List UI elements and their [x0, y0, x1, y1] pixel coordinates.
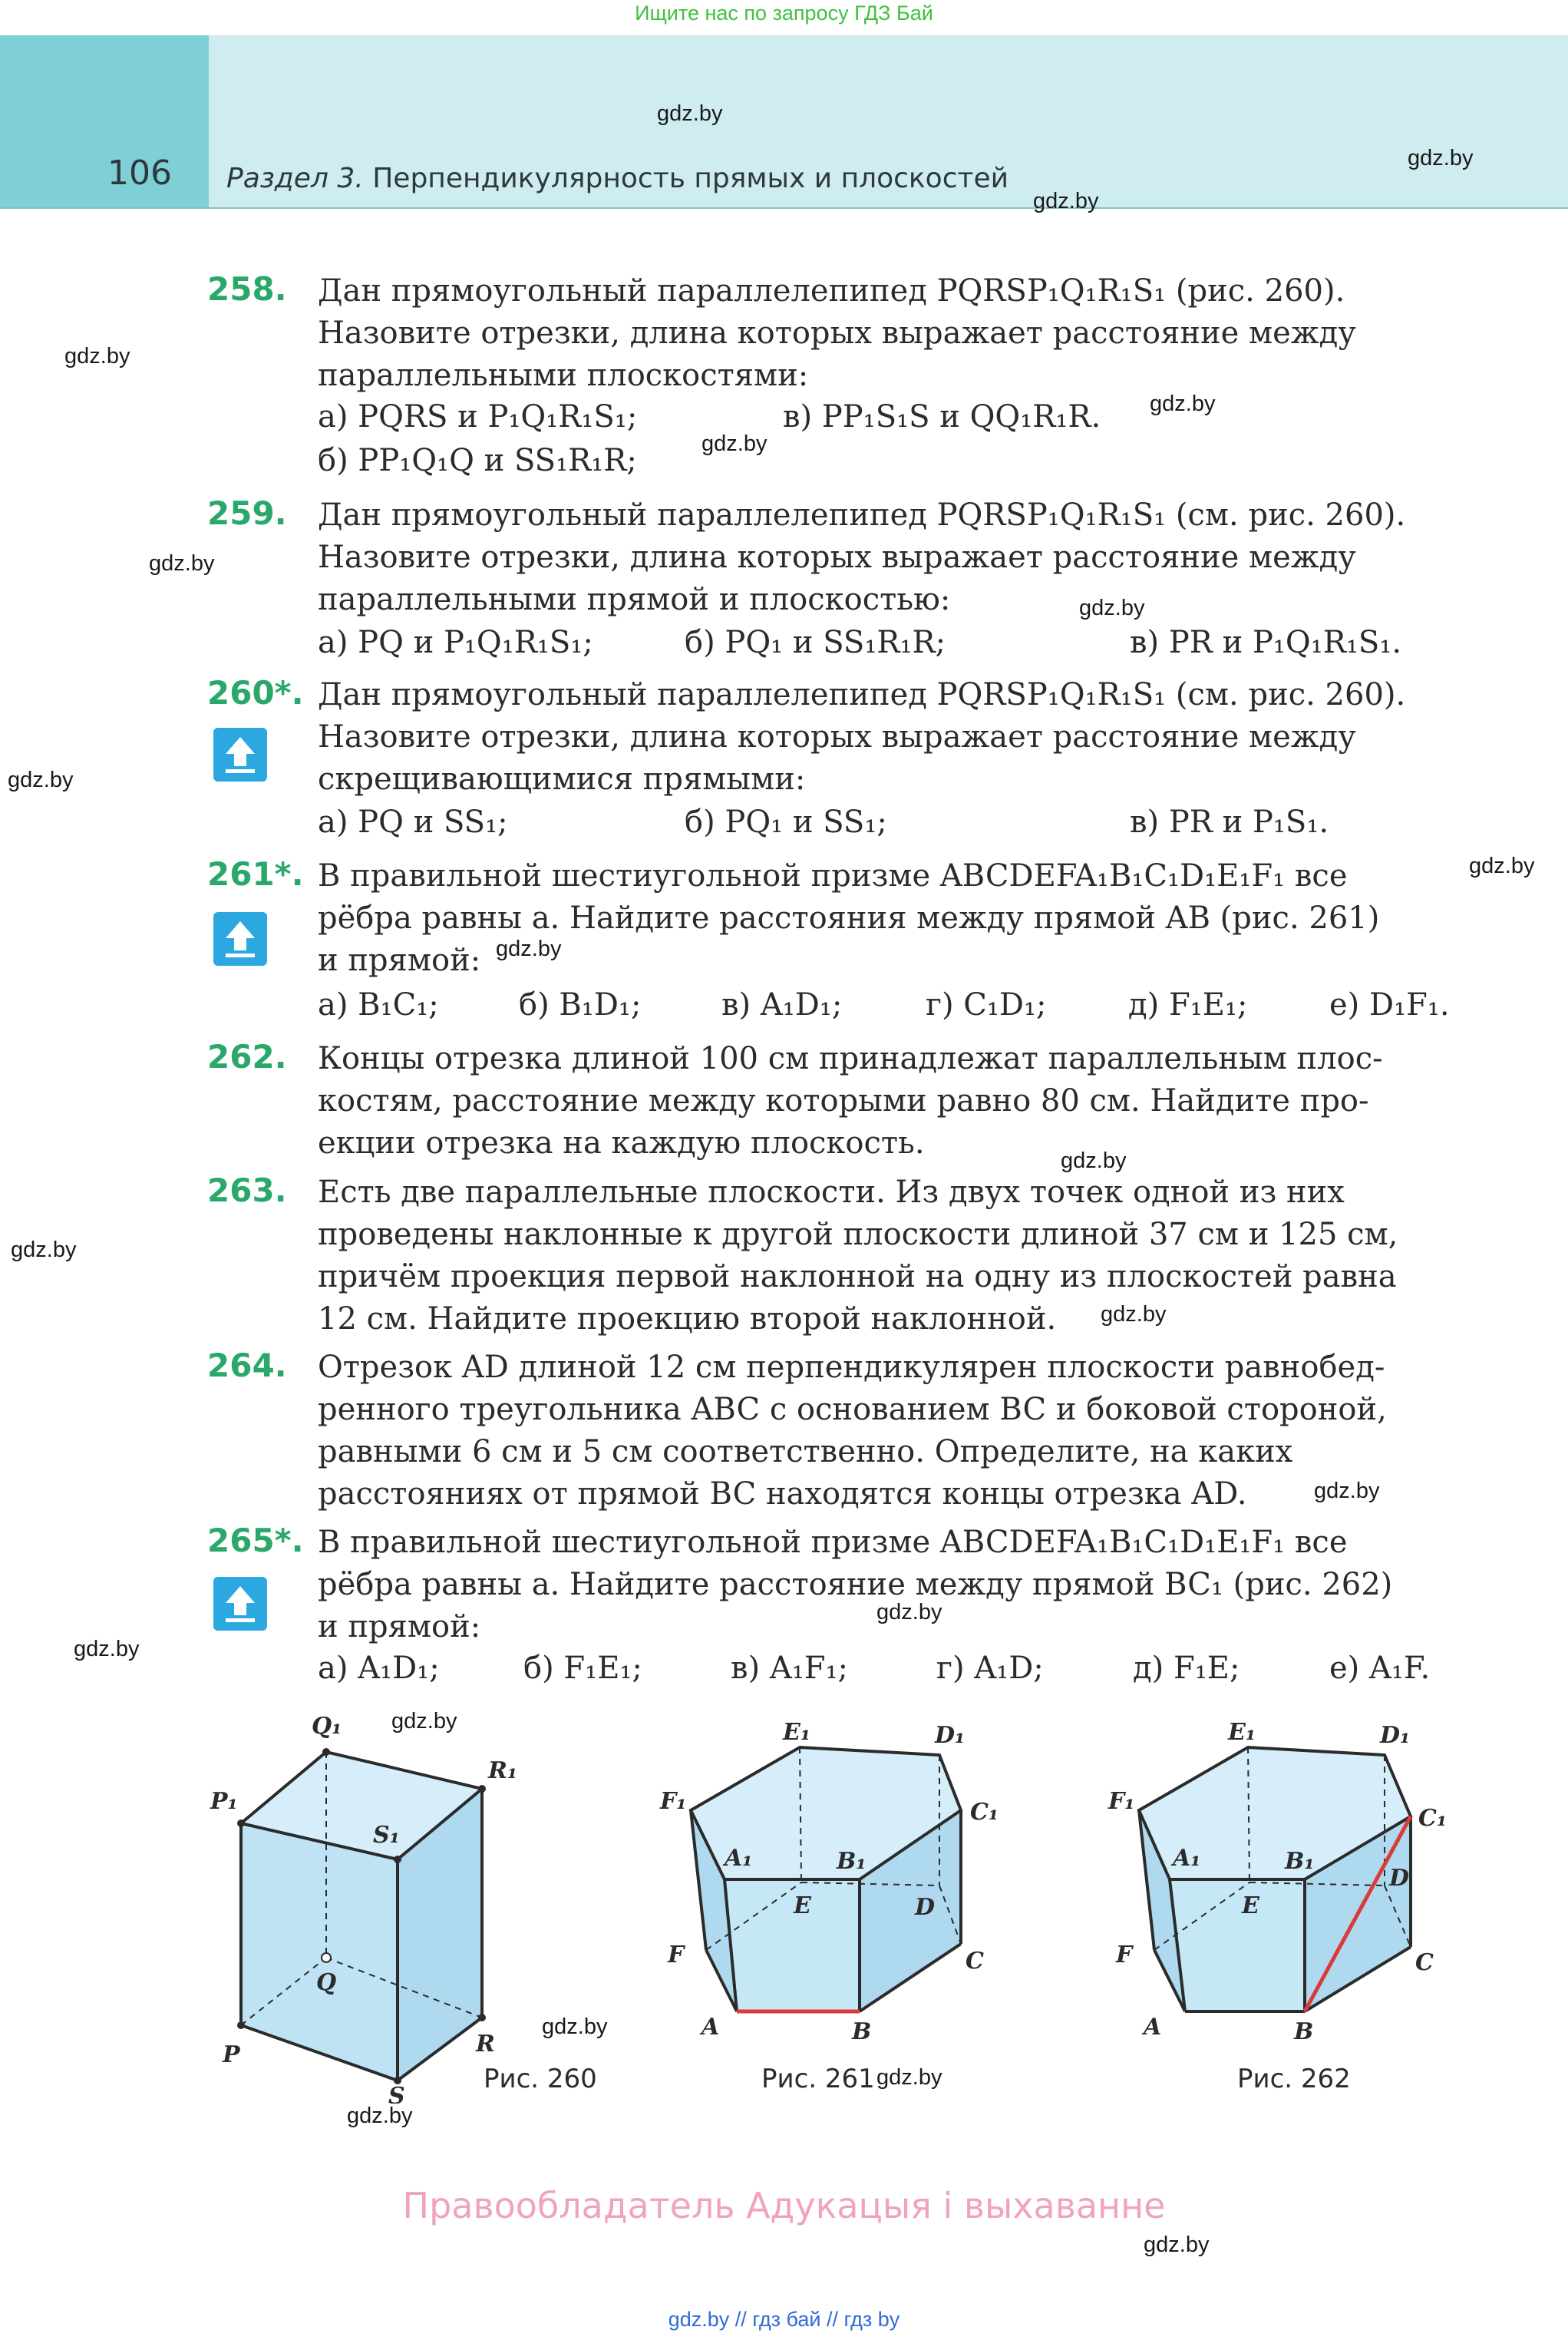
- problem-number: 265*.: [207, 1522, 304, 1559]
- watermark: gdz.by: [1144, 2233, 1210, 2257]
- problem-text-line: Дан прямоугольный параллелепипед PQRSP₁Q₁R₁S₁ (см. рис. 260).: [318, 497, 1406, 533]
- vertex-label-b1: B₁: [837, 1848, 867, 1875]
- problem-number: 264.: [207, 1347, 287, 1384]
- upload-arrow-icon: [213, 728, 267, 782]
- vertex-label-c1: C₁: [970, 1799, 999, 1826]
- problem-text-line: В правильной шестиугольной призме ABCDEFA₁B₁C₁D₁E₁F₁ все: [318, 858, 1348, 894]
- vertex-label-c1: C₁: [1418, 1805, 1448, 1832]
- vertex-label-s1: S₁: [373, 1822, 400, 1849]
- option: е) A₁F.: [1329, 1651, 1431, 1686]
- problem-text-line: скрещивающимися прямыми:: [318, 762, 806, 797]
- watermark: gdz.by: [876, 2065, 942, 2090]
- watermark: gdz.by: [1033, 189, 1099, 213]
- problem-text-line: параллельными прямой и плоскостью:: [318, 582, 951, 617]
- option: в) A₁D₁;: [721, 987, 843, 1023]
- problem-text-line: Назовите отрезки, длина которых выражает расстояние между: [318, 540, 1356, 575]
- answer-options: [318, 443, 1568, 485]
- vertex-label-f1: F₁: [660, 1788, 687, 1815]
- watermark: gdz.by: [391, 1709, 457, 1734]
- problem-number: 263.: [207, 1172, 287, 1209]
- option: е) D₁F₁.: [1329, 987, 1450, 1023]
- watermark: gdz.by: [1079, 596, 1145, 620]
- option: б) B₁D₁;: [519, 987, 642, 1023]
- option: а) PQ и SS₁;: [318, 805, 508, 840]
- section-title: [226, 163, 1008, 194]
- vertex-label-d1: D₁: [1380, 1722, 1411, 1749]
- vertex-label-b: B: [852, 2018, 872, 2045]
- problem-text-line: Дан прямоугольный параллелепипед PQRSP₁Q₁R₁S₁ (см. рис. 260).: [318, 677, 1406, 712]
- answer-options: [318, 399, 1568, 441]
- problem-text-line: проведены наклонные к другой плоскости длиной 37 см и 125 см,: [318, 1217, 1398, 1252]
- vertex-label-f: F: [668, 1942, 685, 1968]
- vertex-label-d1: D₁: [935, 1722, 966, 1749]
- rights-holder-notice: Правообладатель Адукацыя і выхаванне: [402, 2185, 1166, 2226]
- problem-text-line: рёбра равны a. Найдите расстояние между прямой BC₁ (рис. 262): [318, 1567, 1393, 1602]
- option: б) PQ₁ и SS₁R₁R;: [685, 625, 946, 660]
- option: д) F₁E₁;: [1128, 987, 1248, 1023]
- watermark: gdz.by: [1150, 392, 1216, 416]
- problem-text-line: Концы отрезка длиной 100 см принадлежат параллельным плос-: [318, 1041, 1383, 1076]
- problem-number: 258.: [207, 270, 287, 308]
- problem-text-line: 12 см. Найдите проекцию второй наклонной.: [318, 1301, 1057, 1337]
- problem-text-line: рёбра равны a. Найдите расстояния между прямой AB (рис. 261): [318, 901, 1380, 936]
- vertex-label-d: D: [915, 1894, 936, 1921]
- vertex-label-c: C: [966, 1948, 984, 1975]
- answer-options: [318, 987, 1568, 1030]
- header-divider: [0, 207, 1568, 209]
- problem-text-line: равными 6 см и 5 см соответственно. Определите, на каких: [318, 1434, 1293, 1469]
- vertex-label-s: S: [388, 2083, 405, 2104]
- problem-text-line: причём проекция первой наклонной на одну из плоскостей равна: [318, 1259, 1397, 1294]
- option: а) A₁D₁;: [318, 1651, 440, 1686]
- problem-text-line: параллельными плоскостями:: [318, 358, 809, 393]
- option: в) A₁F₁;: [731, 1651, 849, 1686]
- option: в) PR и P₁Q₁R₁S₁.: [1130, 625, 1402, 660]
- problem-text-line: Отрезок AD длиной 12 см перпендикулярен плоскости равнобед-: [318, 1350, 1385, 1385]
- vertex-label-c: C: [1415, 1949, 1434, 1976]
- vertex-label-e1: E₁: [783, 1719, 811, 1746]
- problem-text-line: Есть две параллельные плоскости. Из двух точек одной из них: [318, 1175, 1345, 1210]
- figure-261-hexagonal-prism: [645, 1704, 1028, 2057]
- watermark: gdz.by: [11, 1238, 77, 1262]
- watermark: gdz.by: [64, 344, 130, 369]
- option: в) PR и P₁S₁.: [1130, 805, 1329, 840]
- option: г) C₁D₁;: [926, 987, 1047, 1023]
- figure-262-hexagonal-prism: [1090, 1704, 1474, 2057]
- option: б) PQ₁ и SS₁;: [685, 805, 887, 840]
- vertex-label-p: P: [223, 2041, 240, 2068]
- problem-text-line: и прямой:: [318, 1609, 481, 1644]
- vertex-label-b1: B₁: [1285, 1848, 1315, 1875]
- watermark: gdz.by: [149, 551, 215, 576]
- problem-number: 261*.: [207, 855, 304, 893]
- option: а) B₁C₁;: [318, 987, 439, 1023]
- top-search-note: Ищите нас по запросу ГДЗ Бай: [635, 2, 933, 25]
- answer-options: [318, 625, 1568, 667]
- figure-262-caption: Рис. 262: [1237, 2064, 1351, 2094]
- page-number: 106: [107, 154, 172, 193]
- watermark: gdz.by: [1469, 854, 1535, 878]
- vertex-label-a1: A₁: [1173, 1845, 1201, 1872]
- option: а) PQRS и P₁Q₁R₁S₁;: [318, 399, 638, 435]
- vertex-label-e: E: [1242, 1892, 1259, 1919]
- option: д) F₁E;: [1133, 1651, 1240, 1686]
- vertex-label-a1: A₁: [725, 1845, 753, 1872]
- watermark: gdz.by: [1101, 1302, 1167, 1327]
- problem-number: 262.: [207, 1038, 287, 1076]
- vertex-label-q1: Q₁: [312, 1713, 342, 1740]
- vertex-label-a: A: [1144, 2014, 1162, 2041]
- option: в) PP₁S₁S и QQ₁R₁R.: [783, 399, 1101, 435]
- vertex-label-q: Q: [316, 1969, 337, 1996]
- upload-arrow-icon: [213, 912, 267, 966]
- watermark: gdz.by: [542, 2014, 608, 2039]
- figure-260-caption: Рис. 260: [484, 2064, 597, 2094]
- watermark: gdz.by: [876, 1600, 942, 1624]
- watermark: gdz.by: [1408, 146, 1474, 170]
- watermark: gdz.by: [701, 431, 767, 456]
- vertex-label-f: F: [1116, 1942, 1133, 1968]
- vertex-label-r1: R₁: [488, 1757, 518, 1784]
- option: г) A₁D;: [936, 1651, 1044, 1686]
- option: б) F₁E₁;: [523, 1651, 642, 1686]
- page-number-tab: [0, 35, 209, 207]
- watermark: gdz.by: [8, 768, 74, 792]
- answer-options: [318, 1651, 1568, 1693]
- watermark: gdz.by: [496, 937, 562, 961]
- problem-text-line: Дан прямоугольный параллелепипед PQRSP₁Q₁R₁S₁ (рис. 260).: [318, 273, 1345, 309]
- problem-text-line: Назовите отрезки, длина которых выражает расстояние между: [318, 719, 1356, 755]
- vertex-label-r: R: [476, 2031, 495, 2057]
- problem-number: 259.: [207, 494, 287, 532]
- watermark: gdz.by: [657, 101, 723, 126]
- problem-text-line: ренного треугольника ABC с основанием BC и боковой стороной,: [318, 1392, 1387, 1427]
- answer-options: [318, 805, 1568, 847]
- footer-links[interactable]: gdz.by // гдз бай // гдз by: [668, 2308, 900, 2331]
- problem-text-line: расстояниях от прямой BC находятся концы отрезка AD.: [318, 1476, 1247, 1512]
- vertex-label-d: D: [1389, 1865, 1410, 1892]
- upload-arrow-icon: [213, 1577, 267, 1631]
- section-title-text: Перпендикулярность прямых и плоскостей: [372, 163, 1009, 194]
- section-label: Раздел 3.: [226, 163, 364, 194]
- option: а) PQ и P₁Q₁R₁S₁;: [318, 625, 593, 660]
- option: б) PP₁Q₁Q и SS₁R₁R;: [318, 443, 637, 478]
- problem-text-line: и прямой:: [318, 943, 481, 978]
- vertex-label-a: A: [701, 2014, 720, 2041]
- vertex-label-p1: P₁: [210, 1788, 238, 1815]
- problem-text-line: Назовите отрезки, длина которых выражает расстояние между: [318, 316, 1356, 351]
- problem-text-line: В правильной шестиугольной призме ABCDEFA₁B₁C₁D₁E₁F₁ все: [318, 1525, 1348, 1560]
- vertex-label-f1: F₁: [1108, 1788, 1135, 1815]
- figure-260-parallelepiped: [192, 1704, 553, 2104]
- watermark: gdz.by: [1061, 1149, 1127, 1173]
- vertex-label-e1: E₁: [1228, 1719, 1256, 1746]
- watermark: gdz.by: [1314, 1479, 1380, 1503]
- watermark: gdz.by: [74, 1637, 140, 1661]
- problem-text-line: костям, расстояние между которыми равно 80 см. Найдите про-: [318, 1083, 1369, 1119]
- problem-text-line: екции отрезка на каждую плоскость.: [318, 1125, 925, 1161]
- problem-number: 260*.: [207, 674, 304, 712]
- watermark: gdz.by: [347, 2104, 413, 2128]
- vertex-label-e: E: [794, 1892, 811, 1919]
- figure-261-caption: Рис. 261: [761, 2064, 875, 2094]
- vertex-label-b: B: [1294, 2018, 1314, 2045]
